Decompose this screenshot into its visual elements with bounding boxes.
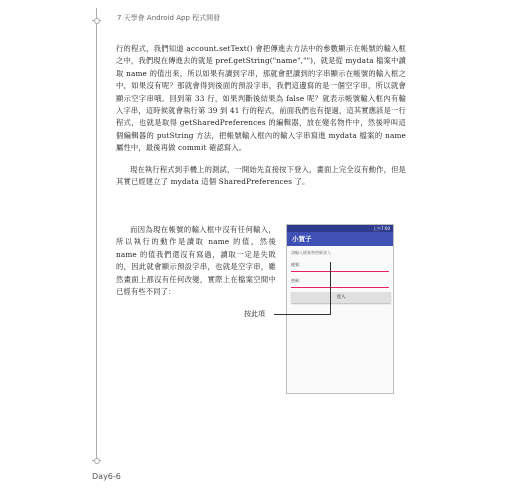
callout-label: 按此項 (244, 310, 265, 318)
body-paragraph: 而因為現在帳號的輸入框中沒有任何輸入，所以執行的動作是讀取 name 的值，然後 name 的值我們還沒有寫過，讀取一定是失敗的，因此就會顯示預設字串，也就是空字串，雖然畫面上都沒有任何改變，實際上在檔案空間中已經有些不同了： (116, 225, 276, 297)
account-underline (291, 271, 389, 272)
account-field[interactable] (291, 260, 389, 272)
body-paragraph: 現在執行程式到手機上的測試，一開始先直接按下登入，畫面上完全沒有動作，但是其實已經建立了 mydata 這個 SharedPreferences 了。 (116, 165, 406, 187)
phone-screenshot (286, 224, 394, 394)
phone-app-title: 小賀子 (287, 232, 393, 246)
phone-subtitle: 請輸入帳號和密碼登入 (291, 250, 331, 255)
account-label: 帳號： (291, 262, 303, 267)
phone-status-bar: 上午7:00 (287, 225, 393, 232)
password-underline (291, 287, 389, 288)
body-paragraph: 行的程式，我們知道 account.setText() 會把傳進去方法中的參數顯示在帳號的輸入框之中，我們現在傳進去的就是 pref.getString("name","")，就是從 mydata 檔案中讀取 name 的值出來，所以如果有讀到字串，那就會把讀到的字串顯示在帳號的輸入框之中，如果沒有呢？那就會得到後面的預設字串，我們這邊寫的是一個空字串，所以就會顯示空字串哦。回到第 33 行，如果判斷後結果為 false 呢？就表示帳號輸入框內有輸入字串，這時候就會執行第 39 到 41 行的程式，前面我們也有提過，這其實應該是一行程式，也就是取得 getSharedPreferences 的編輯器，放在變名物件中，然後呼叫這個編輯器的 putString 方法，把帳號輸入框內的輸入字串寫進 mydata 檔案的 name 屬性中，最後再做 commit 確認寫入。 (116, 44, 406, 153)
binding-hole-mark (92, 20, 101, 21)
login-button[interactable]: 登入 (291, 292, 391, 303)
callout-leader-line (330, 262, 331, 315)
callout-leader-line (274, 314, 330, 315)
running-header: 7 天學會 Android App 程式開發 (117, 14, 221, 22)
binding-margin-line (96, 8, 97, 463)
password-field[interactable] (291, 276, 389, 288)
page-number: Day6-6 (92, 472, 121, 481)
password-label: 密碼： (291, 278, 303, 283)
binding-hole-mark (92, 460, 101, 461)
